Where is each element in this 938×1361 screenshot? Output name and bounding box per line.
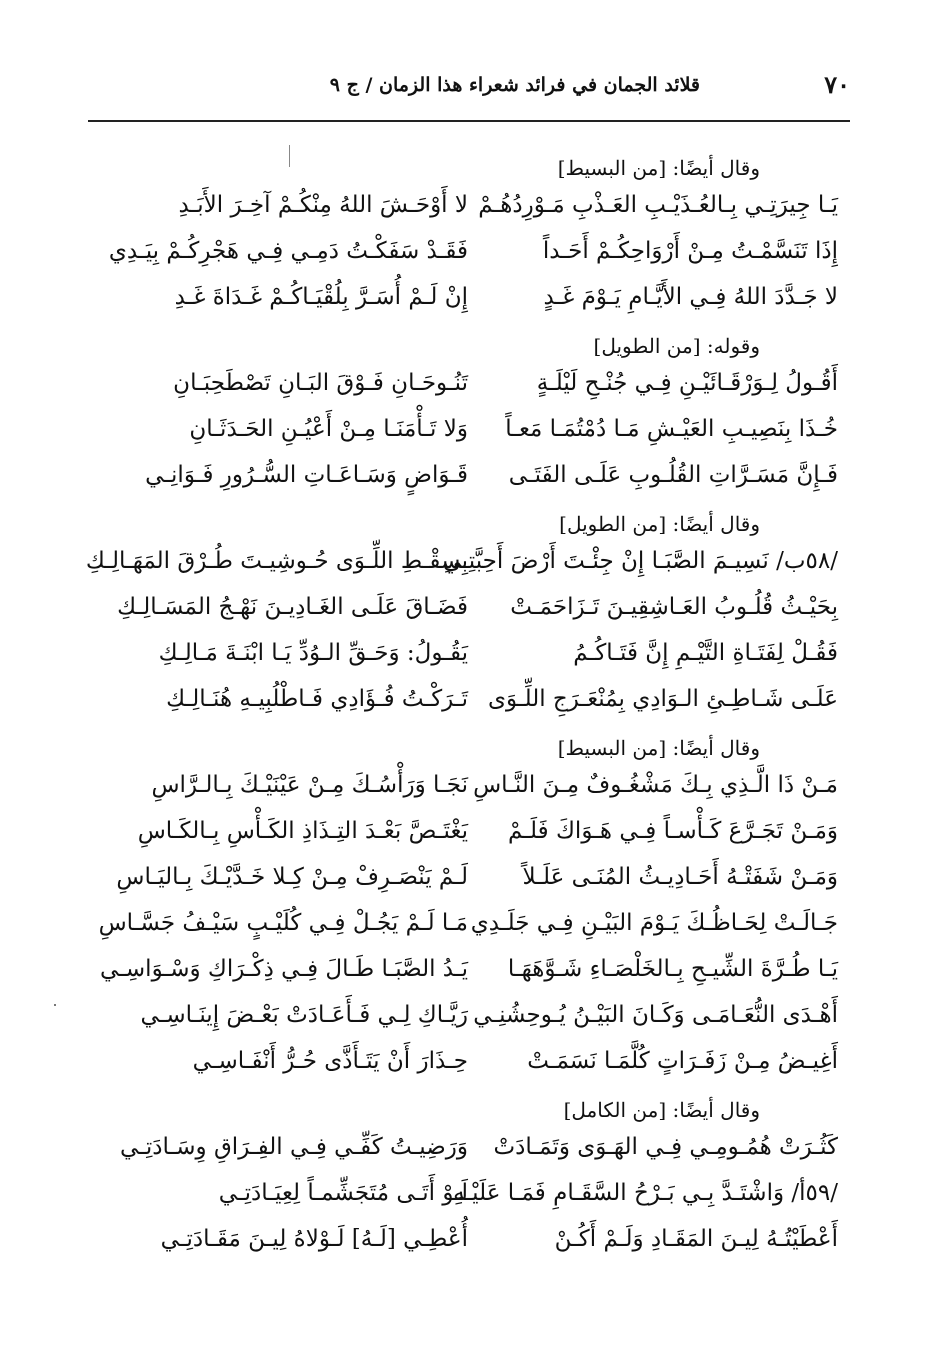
second-hemistich: لَـوْ أَتَـى مُتَجَشِّمـاً لِعِيَـادَتِـي xyxy=(218,1180,468,1206)
page-number: ٧٠ xyxy=(824,70,850,99)
header-rule xyxy=(88,120,850,122)
second-hemistich: رَيَّـاكِ لِـي فَـأَعَـادَتْ بَعْـضَ إِينَـاسِـي xyxy=(140,1002,468,1028)
first-hemistich: أَعْطَيْتُـهُ لِيـنَ المَقَـادِ وَلَـمْ أَكُـنْ xyxy=(554,1226,838,1252)
second-hemistich: لا أَوْحَـشَ اللهُ مِنْكُـمْ آخِـرَ الأَبَـدِ xyxy=(178,192,468,218)
verse-line xyxy=(88,996,838,1042)
page-header xyxy=(88,70,850,110)
first-hemistich: فَـإِنَّ مَسَـرَّاتِ القُلُـوبِ عَلَـى الفَتَـى xyxy=(508,462,838,488)
second-hemistich: قَـوَاضٍ وَسَـاعَـاتِ السُّـرُورِ فَـوَانِـي xyxy=(145,462,468,488)
first-hemistich: عَلَـى شَـاطِـئِ الـوَادِي بِمُنْعَـرَجِ اللِّـوَى xyxy=(487,686,838,712)
first-hemistich: /٥٩أ/ وَاشْتَـدَّ بِـي بَـرْحُ السَّقَـامِ فَمَـا عَلَيْـهِ xyxy=(453,1180,838,1206)
verse-line xyxy=(88,1128,838,1174)
second-hemistich: لَـمْ يَنْصَـرِفْ مِـنْ كِـلا خَـدَّيْـكَ بِـاليَـاسِ xyxy=(116,864,468,890)
poem-intro: وقال أيضًا: [من البسيط] xyxy=(557,156,760,180)
verse-line xyxy=(85,542,838,588)
poem-intro: وقال أيضًا: [من الطويل] xyxy=(559,512,760,536)
first-hemistich: وَمَـنْ شَفَتْـهُ أَحَـادِيـثُ المُنَـى عَلَـلاً xyxy=(522,864,838,890)
verse-line xyxy=(88,1042,838,1088)
second-hemistich: وَلا تَـأْمَنَـا مِـنْ أَعْيُـنِ الحَـدَثَـانِ xyxy=(189,416,468,442)
first-hemistich: /٥٨ب/ نَسِيـمَ الصَّبَـا إِنْ جِئْـتَ أَرْضَ أَحِبَّتِـي xyxy=(442,548,838,574)
verse-line xyxy=(88,410,838,456)
verse-line xyxy=(88,904,838,950)
first-hemistich: أَغِيـضُ مِـنْ زَفَـرَاتٍ كُلَّمَـا نَسَمَـتْ xyxy=(527,1048,838,1074)
second-hemistich: يَغْتَـصَّ بَعْـدَ التِـذَاذِ الكَـأْسِ بِـالكَـاسِ xyxy=(137,818,468,844)
verse-line xyxy=(88,1174,838,1220)
second-hemistich: فَقَـدْ سَفَكْـتُ دَمِـي فِـي هَجْرِكُـمْ بِيَـدِي xyxy=(108,238,468,264)
first-hemistich: لا جَـدَّدَ اللهُ فِـي الأَيَّـامِ يَـوْمَ غَـدٍ xyxy=(543,284,838,310)
second-hemistich: وَرَضِيـتُ كَفِّـي فِـي الفِـرَاقِ وِسَـادَتِـي xyxy=(119,1134,468,1160)
verse-line xyxy=(88,1220,838,1266)
second-hemistich: نَجَـا وَرَأْسُـكَ مِـنْ عَيْنَيْـكَ بِـالـرَّاسِ xyxy=(151,772,468,798)
running-title: قلائد الجمان في فرائد شعراء هذا الزمان / ج ٩ xyxy=(329,74,700,96)
first-hemistich: وَمَـنْ تَجَـرَّعَ كَـأْسـاً فِـي هَـوَاكَ فَلَـمْ xyxy=(508,818,838,844)
verse-line xyxy=(88,186,838,232)
verse-line xyxy=(88,950,838,996)
verse-line xyxy=(88,680,838,726)
verse-line xyxy=(88,858,838,904)
first-hemistich: خُـذَا بِنَصِيـبِ العَيْـشِ مَـا دُمْتُمَـا مَعـاً xyxy=(505,416,838,442)
first-hemistich: بِحَيْـثُ قُلُـوبُ العَـاشِقِيـنَ تَـزَاحَمَـتْ xyxy=(510,594,838,620)
poem-intro: وقوله: [من الطويل] xyxy=(593,334,760,358)
second-hemistich: بِسِقْـطِ اللِّـوَى حُـوشِيـتَ طُـرْقَ المَهَـالِـكِ xyxy=(85,548,468,574)
verse-line xyxy=(88,588,838,634)
verse-line xyxy=(88,278,838,324)
first-hemistich: إِذَا تَنَسَّمْـتُ مِـنْ أَرْوَاحِكُـمْ أَحَـداً xyxy=(542,238,838,264)
margin-dot xyxy=(54,1004,56,1006)
first-hemistich: مَـنْ ذَا الَّـذِي بِـكَ مَشْغُـوفٌ مِـنَ النَّـاسِ xyxy=(473,772,838,798)
first-hemistich: يَـا طُـرَّةَ الشِّيـحِ بِـالخَلْصَـاءِ شَـوَّهَهَـا xyxy=(507,956,838,982)
first-hemistich: أَقُـولُ لِـوَرْقَـائَيْـنِ فِـي جُنْـحِ لَيْلَـةٍ xyxy=(536,370,838,396)
second-hemistich: يَـدُ الصَّبَـا طَـالَ فِـي ذِكْـرَاكِ وَسْـوَاسِـي xyxy=(100,956,468,982)
poems-body xyxy=(85,150,838,1266)
verse-line xyxy=(88,364,838,410)
second-hemistich: إِنْ لَـمْ أُسَـرَّ بِلُقْيَـاكُـمْ غَـدَاةَ غَـدِ xyxy=(174,284,468,310)
verse-line xyxy=(88,812,838,858)
second-hemistich: فَضَـاقَ عَلَـى الغَـادِيـنَ نَهْـجُ المَسَـالِـكِ xyxy=(117,594,468,620)
second-hemistich: تَنُـوحَـانِ فَـوْقَ البَـانِ تَصْطَحِبَـانِ xyxy=(173,370,468,396)
verse-line xyxy=(88,766,838,812)
first-hemistich: فَقُـلْ لِفَتَـاةِ التَّيْـمِ إِنَّ فَتَـاكُـمُ xyxy=(573,640,838,666)
second-hemistich: أُعْطِـي [لَـهُ] لَـوْلاهُ لِيـنَ مَقَـادَتِـي xyxy=(160,1226,468,1252)
first-hemistich: جَـالَـتْ لِحَـاظُـكَ يَـوْمَ البَيْـنِ فِـي جَلَـدِي xyxy=(470,910,838,936)
verse-line xyxy=(88,634,838,680)
second-hemistich: يَقُـولُ: وَحَـقِّ الـوُدِّ يَـا ابْنَـةَ مَـالِـكِ xyxy=(158,640,468,666)
second-hemistich: مَـا لَـمْ يَجُـلْ فِـي كُلَيْـبٍ سَيْـفُ جَسَّـاسِ xyxy=(98,910,468,936)
first-hemistich: كَثُـرَتْ هُمُـومِـي فِـي الهَـوَى وَتَمَـادَتْ xyxy=(493,1134,838,1160)
verse-line xyxy=(88,456,838,502)
first-hemistich: أَهْـدَى النُّعَـامَـى وَكَـانَ البَيْـنُ يُـوحِشُنِـي xyxy=(473,1002,838,1028)
poem-intro: وقال أيضًا: [من البسيط] xyxy=(557,736,760,760)
verse-line xyxy=(88,232,838,278)
first-hemistich: يَـا جِيرَتِـي بِـالعُـذَيْـبِ العَـذْبِ مَـوْرِدُهُـمْ xyxy=(478,192,838,218)
second-hemistich: حِـذَارَ أَنْ يَتَـأَذَّى حُـرُّ أَنْفَـاسِـي xyxy=(192,1048,468,1074)
poem-intro: وقال أيضًا: [من الكامل] xyxy=(563,1098,760,1122)
second-hemistich: تَـرَكْـتُ فُـؤَادِي فَـاطْلُبِيـهِ هُنَـالِـكِ xyxy=(166,686,468,712)
